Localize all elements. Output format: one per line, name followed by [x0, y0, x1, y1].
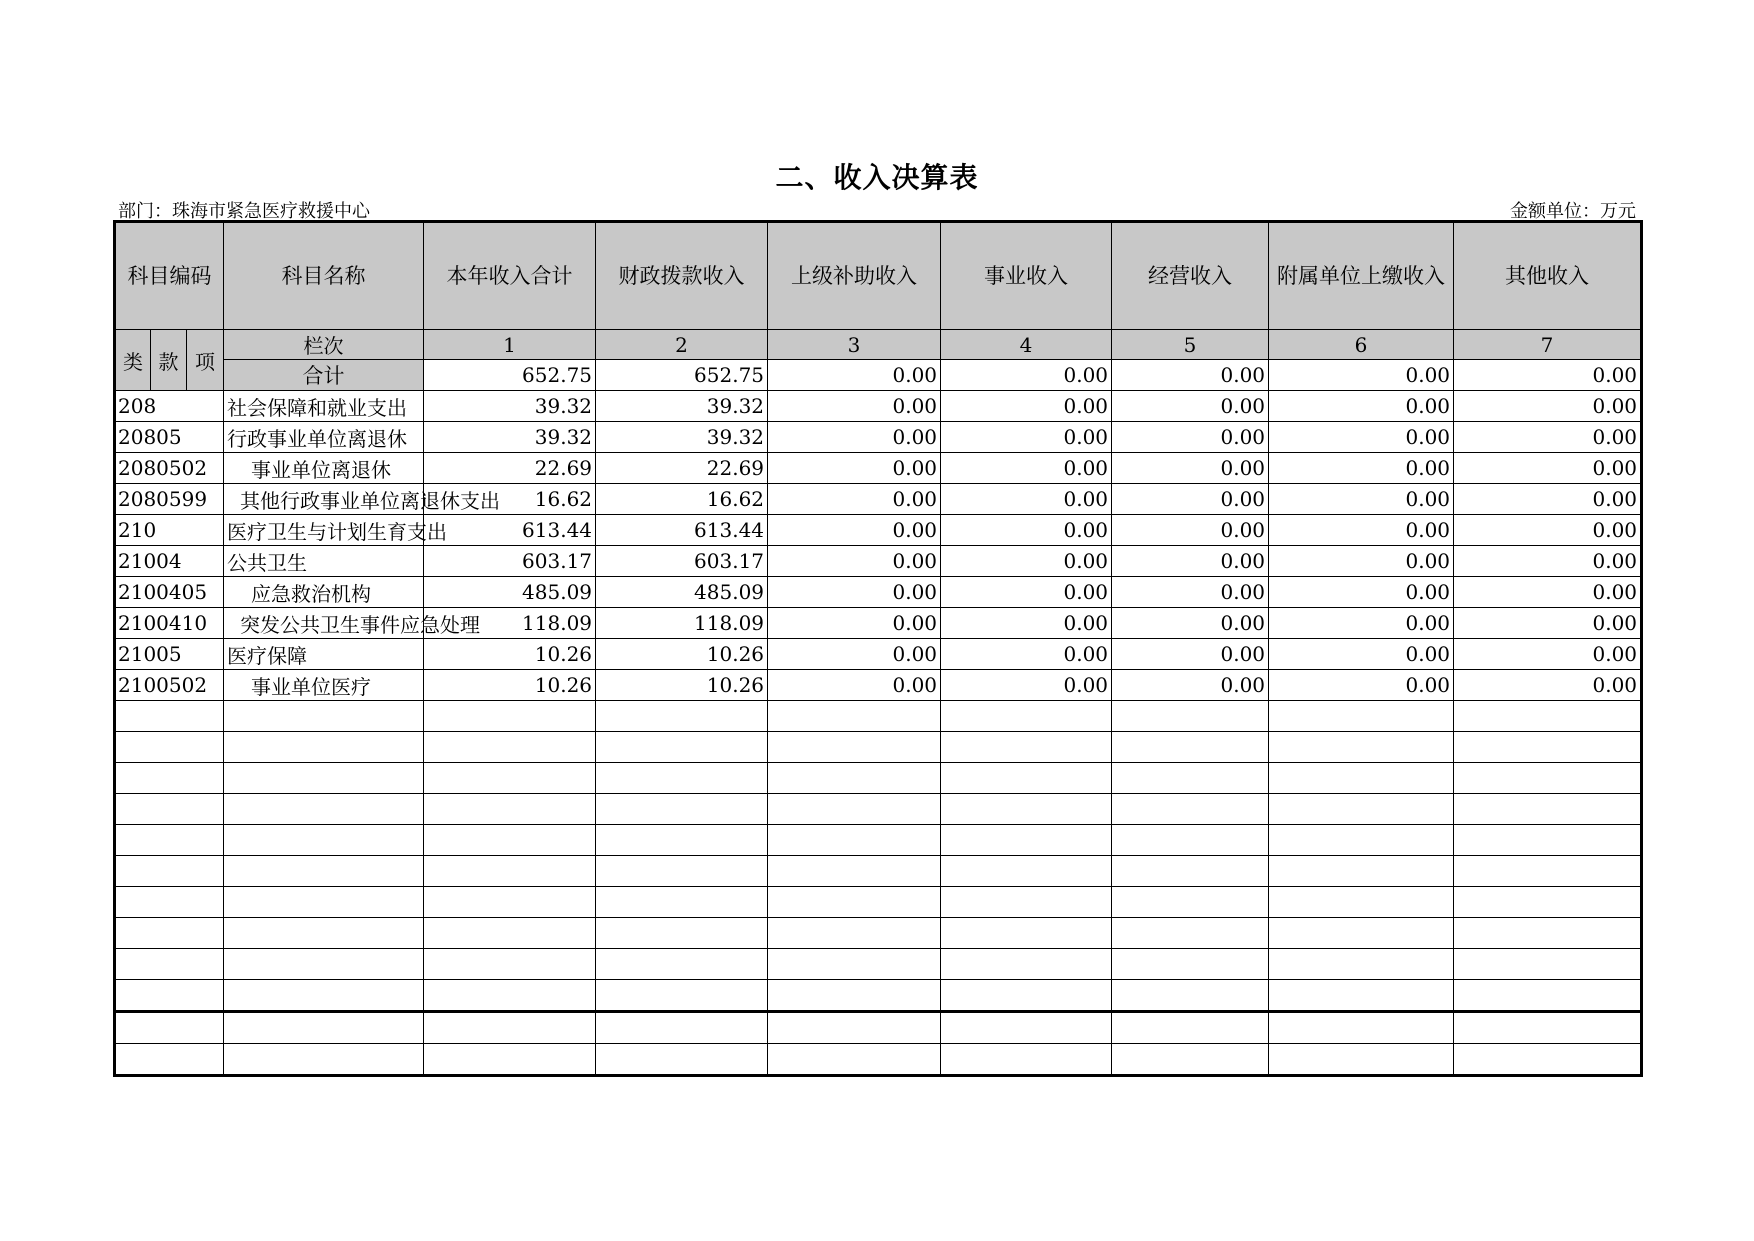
- col-number: 3: [768, 330, 941, 360]
- sub-lei: 类: [115, 330, 151, 391]
- row-code: 2100502: [115, 670, 224, 701]
- row-value: 0.00: [941, 422, 1112, 453]
- row-code: 2100410: [115, 608, 224, 639]
- row-value: 10.26: [424, 670, 596, 701]
- col-number: 4: [941, 330, 1112, 360]
- row-value: 0.00: [768, 608, 941, 639]
- total-cell: 0.00: [768, 360, 941, 391]
- department-label: 部门：珠海市紧急医疗救援中心: [118, 201, 370, 222]
- row-value: 10.26: [596, 670, 768, 701]
- row-value: 0.00: [1112, 422, 1269, 453]
- row-value: 0.00: [1112, 546, 1269, 577]
- row-value: 0.00: [1454, 391, 1642, 422]
- row-value: 0.00: [1454, 422, 1642, 453]
- row-value: 0.00: [941, 577, 1112, 608]
- total-cell: 0.00: [1112, 360, 1269, 391]
- col-number: 7: [1454, 330, 1642, 360]
- header-col-5: 经营收入: [1112, 222, 1269, 330]
- empty-row: [115, 918, 1642, 949]
- row-value: 603.17: [596, 546, 768, 577]
- header-col-4: 事业收入: [941, 222, 1112, 330]
- header-col-6: 附属单位上缴收入: [1269, 222, 1454, 330]
- row-name: 其他行政事业单位离退休支出: [224, 484, 424, 515]
- row-code: 210: [115, 515, 224, 546]
- total-label: 合计: [224, 360, 424, 391]
- row-value: 0.00: [1454, 608, 1642, 639]
- empty-row: [115, 856, 1642, 887]
- empty-row: [115, 949, 1642, 980]
- row-code: 20805: [115, 422, 224, 453]
- row-value: 0.00: [941, 546, 1112, 577]
- row-value: 0.00: [1454, 577, 1642, 608]
- row-value: 10.26: [424, 639, 596, 670]
- row-value: 10.26: [596, 639, 768, 670]
- row-value: 0.00: [941, 484, 1112, 515]
- header-col-1: 本年收入合计: [424, 222, 596, 330]
- row-value: 0.00: [768, 484, 941, 515]
- row-code: 2080599: [115, 484, 224, 515]
- row-value: 22.69: [596, 453, 768, 484]
- table-row: [115, 577, 1642, 608]
- total-cell: 652.75: [424, 360, 596, 391]
- row-value: 0.00: [1454, 639, 1642, 670]
- row-value: 0.00: [1269, 484, 1454, 515]
- row-name: 突发公共卫生事件应急处理: [224, 608, 424, 639]
- row-value: 0.00: [1112, 484, 1269, 515]
- empty-row: [115, 763, 1642, 794]
- table-row: [115, 453, 1642, 484]
- empty-row: [115, 825, 1642, 856]
- row-value: 0.00: [941, 453, 1112, 484]
- row-value: 0.00: [941, 391, 1112, 422]
- row-value: 0.00: [1269, 453, 1454, 484]
- total-cell: 652.75: [596, 360, 768, 391]
- col-number: 1: [424, 330, 596, 360]
- row-value: 0.00: [1112, 577, 1269, 608]
- row-value: 0.00: [1112, 639, 1269, 670]
- row-value: 0.00: [1112, 391, 1269, 422]
- row-code: 2100405: [115, 577, 224, 608]
- sub-kuan: 款: [151, 330, 187, 391]
- table-row: [115, 391, 1642, 422]
- amount-unit-label: 金额单位：万元: [1510, 201, 1636, 222]
- row-value: 22.69: [424, 453, 596, 484]
- header-col-7: 其他收入: [1454, 222, 1642, 330]
- total-cell: 0.00: [941, 360, 1112, 391]
- row-value: 0.00: [768, 577, 941, 608]
- row-value: 0.00: [768, 515, 941, 546]
- row-value: 0.00: [1112, 453, 1269, 484]
- header-row: [115, 222, 1642, 330]
- empty-row: [115, 732, 1642, 763]
- table-row: [115, 484, 1642, 515]
- row-code: 2080502: [115, 453, 224, 484]
- total-cell: 0.00: [1454, 360, 1642, 391]
- row-value: 0.00: [941, 608, 1112, 639]
- empty-row: [115, 1044, 1642, 1076]
- row-value: 16.62: [424, 484, 596, 515]
- row-value: 0.00: [1454, 546, 1642, 577]
- row-code: 21005: [115, 639, 224, 670]
- row-value: 0.00: [1454, 670, 1642, 701]
- table-row: [115, 608, 1642, 639]
- row-value: 603.17: [424, 546, 596, 577]
- row-name: 行政事业单位离退休: [224, 422, 424, 453]
- sub-xiang: 项: [187, 330, 224, 391]
- row-value: 0.00: [1269, 422, 1454, 453]
- row-value: 39.32: [424, 422, 596, 453]
- row-value: 0.00: [768, 391, 941, 422]
- row-name: 社会保障和就业支出: [224, 391, 424, 422]
- income-table: [113, 220, 1643, 1077]
- col-number: 5: [1112, 330, 1269, 360]
- row-value: 0.00: [941, 515, 1112, 546]
- table-row: [115, 639, 1642, 670]
- table-row: [115, 515, 1642, 546]
- empty-row: [115, 701, 1642, 732]
- row-name: 事业单位离退休: [224, 453, 424, 484]
- row-value: 0.00: [1454, 484, 1642, 515]
- row-value: 118.09: [596, 608, 768, 639]
- row-value: 613.44: [596, 515, 768, 546]
- row-name: 公共卫生: [224, 546, 424, 577]
- row-value: 0.00: [1454, 453, 1642, 484]
- row-value: 0.00: [1269, 670, 1454, 701]
- lanci-label: 栏次: [224, 330, 424, 360]
- row-value: 39.32: [596, 422, 768, 453]
- row-value: 0.00: [941, 639, 1112, 670]
- row-value: 16.62: [596, 484, 768, 515]
- row-value: 485.09: [596, 577, 768, 608]
- row-value: 485.09: [424, 577, 596, 608]
- table-row: [115, 422, 1642, 453]
- col-number: 6: [1269, 330, 1454, 360]
- row-value: 39.32: [596, 391, 768, 422]
- row-value: 0.00: [1269, 515, 1454, 546]
- row-name: 医疗卫生与计划生育支出: [224, 515, 424, 546]
- row-value: 0.00: [768, 670, 941, 701]
- page-title: 二、收入决算表: [775, 161, 979, 194]
- column-number-row: [115, 330, 1642, 360]
- empty-row: [115, 794, 1642, 825]
- row-value: 0.00: [768, 639, 941, 670]
- row-value: 0.00: [1269, 608, 1454, 639]
- row-value: 0.00: [1112, 670, 1269, 701]
- row-value: 0.00: [1269, 577, 1454, 608]
- row-value: 0.00: [941, 670, 1112, 701]
- empty-row: [115, 980, 1642, 1012]
- row-value: 39.32: [424, 391, 596, 422]
- total-cell: 0.00: [1269, 360, 1454, 391]
- row-code: 21004: [115, 546, 224, 577]
- row-value: 0.00: [1269, 391, 1454, 422]
- header-col-3: 上级补助收入: [768, 222, 941, 330]
- empty-row: [115, 887, 1642, 918]
- row-value: 0.00: [1269, 546, 1454, 577]
- header-name: 科目名称: [224, 222, 424, 330]
- table-row: [115, 546, 1642, 577]
- row-value: 613.44: [424, 515, 596, 546]
- row-name: 应急救治机构: [224, 577, 424, 608]
- row-value: 0.00: [1454, 515, 1642, 546]
- row-value: 0.00: [1112, 515, 1269, 546]
- row-value: 118.09: [424, 608, 596, 639]
- row-name: 医疗保障: [224, 639, 424, 670]
- row-code: 208: [115, 391, 224, 422]
- row-value: 0.00: [768, 546, 941, 577]
- header-col-2: 财政拨款收入: [596, 222, 768, 330]
- header-code: 科目编码: [115, 222, 224, 330]
- row-value: 0.00: [768, 453, 941, 484]
- empty-row: [115, 1012, 1642, 1044]
- row-value: 0.00: [1269, 639, 1454, 670]
- table-row: [115, 670, 1642, 701]
- total-row: [115, 360, 1642, 391]
- row-value: 0.00: [1112, 608, 1269, 639]
- row-value: 0.00: [768, 422, 941, 453]
- row-name: 事业单位医疗: [224, 670, 424, 701]
- col-number: 2: [596, 330, 768, 360]
